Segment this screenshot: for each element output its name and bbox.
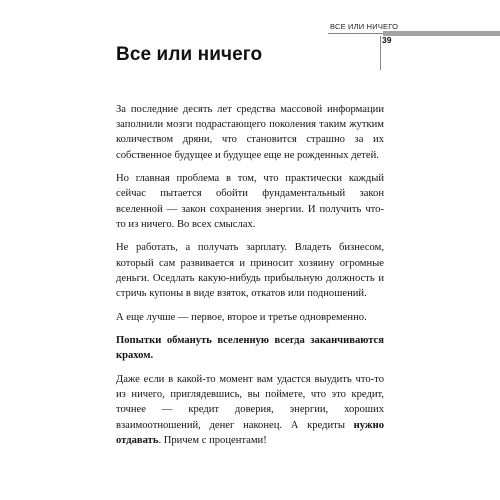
paragraph-6-bold: нужно отдавать <box>116 419 384 446</box>
page-number: 39 <box>382 35 392 45</box>
paragraph-5-bold <box>116 333 384 363</box>
paragraph-6-text-a: Даже если в какой-то момент вам удастся выудить что-то из ничего, приглядевшись, вы поймете, что это кредит, точнее — кредит доверия, энергии, хороших взаимоотношений, денег наконец. А кредиты <box>116 374 384 431</box>
vertical-rule <box>380 36 381 70</box>
bold-statement: Попытки обмануть вселенную всегда заканчиваются крахом. <box>116 335 384 362</box>
body-text <box>116 102 384 456</box>
side-tab <box>383 31 500 36</box>
paragraph-3: Не работать, а получать зарплату. Владеть бизнесом, который сам развивается и приносит хозяину огромные деньги. Оседлать какую-нибудь прибыльную должность и стричь купоны в виде взяток, откатов или подношений. <box>116 242 384 300</box>
paragraph-2: Но главная проблема в том, что практически каждый сейчас пытается обойти фундаментальный закон вселенной — закон сохранения энергии. И получить что-то из ничего. Во всех смыслах. <box>116 173 384 230</box>
paragraph-6 <box>116 372 384 448</box>
paragraph-6-text-b: . Причем с процентами! <box>158 434 267 446</box>
running-header: ВСЕ ИЛИ НИЧЕГО <box>330 22 399 31</box>
paragraph-1: За последние десять лет средства массовой информации заполнили мозги подрастающего поколения таким жутким количеством дряни, что становится страшно за их собственное будущее и будущее еще не рожденных детей. <box>116 104 384 161</box>
chapter-title: Все или ничего <box>116 44 263 65</box>
paragraph-4: А еще лучше — первое, второе и третье одновременно. <box>116 311 367 323</box>
